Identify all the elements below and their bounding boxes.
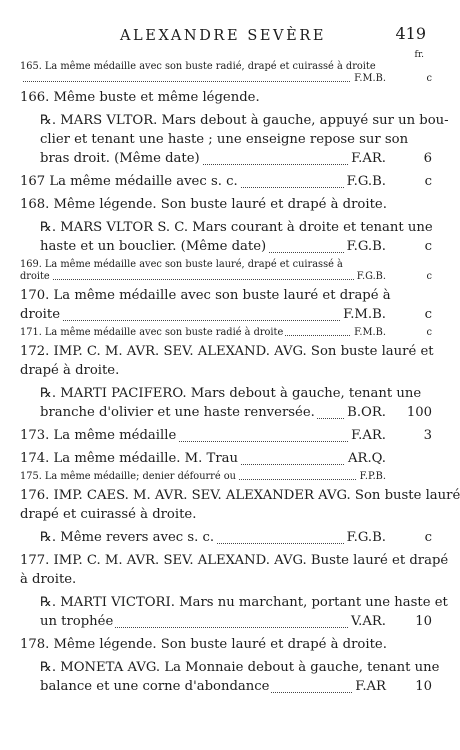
rarity-price: c bbox=[426, 271, 432, 282]
running-title: ALEXANDRE SEVÈRE bbox=[119, 28, 327, 44]
metal-size-code: F.AR. bbox=[348, 149, 386, 168]
page-number: 419 bbox=[395, 24, 426, 43]
entry-text-line: ℞. MONETA AVG. La Monnaie debout à gauche, tenant une bbox=[40, 660, 440, 675]
entry-final-line bbox=[40, 237, 432, 256]
entry-final-line bbox=[20, 449, 386, 468]
entry-text: droite bbox=[20, 271, 50, 282]
entry-final-line bbox=[20, 305, 432, 324]
rarity-price: c bbox=[424, 530, 432, 545]
entry-text-line: ℞. MARS VLTOR S. C. Mars courant à droite et tenant une bbox=[40, 220, 433, 235]
entry-text: un trophée bbox=[40, 614, 114, 629]
catalog-entry bbox=[20, 258, 432, 284]
rarity-price: c bbox=[426, 73, 432, 84]
catalog-entry bbox=[20, 340, 434, 382]
rarity-price: c bbox=[424, 174, 432, 189]
entry-text-line: à droite. bbox=[20, 572, 77, 587]
catalog-entry bbox=[20, 60, 432, 86]
entry-text-line: clier et tenant une haste ; une enseigne repose sur son bbox=[40, 132, 409, 147]
metal-size-code: F.G.B. bbox=[344, 528, 386, 547]
entry-final-line bbox=[40, 149, 432, 168]
dot-leader bbox=[20, 279, 386, 280]
entry-text-line: 172. IMP. C. M. AVR. SEV. ALEXAND. AVG. Son buste lauré et bbox=[20, 344, 434, 359]
metal-size-code: F.M.B. bbox=[340, 305, 386, 324]
catalog-entry bbox=[40, 382, 432, 424]
catalog-entry bbox=[40, 591, 448, 633]
entry-text-line: ℞. MARS VLTOR. Mars debout à gauche, appuyé sur un bou- bbox=[40, 113, 449, 128]
entry-text-line: ℞. MARTI PACIFERO. Mars debout à gauche, tenant une bbox=[40, 386, 422, 401]
catalog-entry bbox=[20, 447, 386, 470]
entry-final-line bbox=[20, 471, 386, 483]
entry-text-line: 165. La même médaille avec son buste radié, drapé et cuirassé à droite bbox=[20, 61, 376, 72]
entry-text: bras droit. (Même date) bbox=[40, 151, 200, 166]
entry-text-line: ℞. MARTI VICTORI. Mars nu marchant, portant une haste et bbox=[40, 595, 448, 610]
catalog-entry bbox=[20, 470, 386, 484]
entry-final-line bbox=[20, 172, 432, 191]
entry-text: balance et une corne d'abondance bbox=[40, 679, 270, 694]
entry-final-line bbox=[40, 403, 432, 422]
rarity-price: c bbox=[426, 327, 432, 338]
metal-size-code: F.AR bbox=[352, 677, 386, 696]
metal-size-code: F.G.B. bbox=[354, 271, 386, 283]
catalog-entry bbox=[40, 656, 440, 698]
catalog-entry bbox=[20, 86, 386, 109]
entry-text: 174. La même médaille. M. Trau bbox=[20, 451, 238, 466]
catalog-entries bbox=[0, 60, 460, 698]
entry-final-line bbox=[40, 528, 432, 547]
catalog-entry bbox=[40, 216, 433, 258]
metal-size-code: F.M.B. bbox=[351, 327, 386, 339]
price-column-label: fr. bbox=[414, 50, 424, 60]
metal-size-code: F.M.B. bbox=[351, 73, 386, 85]
entry-text: branche d'olivier et une haste renversée. bbox=[40, 405, 315, 420]
metal-size-code: F.AR. bbox=[348, 426, 386, 445]
rarity-price: 3 bbox=[423, 428, 432, 443]
entry-final-line bbox=[20, 426, 432, 445]
catalog-entry bbox=[40, 109, 449, 170]
entry-text-line: 178. Même légende. Son buste lauré et drapé à droite. bbox=[20, 637, 387, 652]
metal-size-code: F.P.B. bbox=[357, 471, 386, 483]
catalog-entry bbox=[20, 284, 432, 326]
entry-text: 173. La même médaille bbox=[20, 428, 177, 443]
catalog-entry bbox=[20, 193, 386, 216]
entry-text-line: drapé et cuirassé à droite. bbox=[20, 507, 197, 522]
entry-text: 167 La même médaille avec s. c. bbox=[20, 174, 238, 189]
entry-text-line: 169. La même médaille avec son buste lauré, drapé et cuirassé à bbox=[20, 259, 343, 270]
entry-text: 171. La même médaille avec son buste radié à droite bbox=[20, 327, 284, 338]
catalog-entry bbox=[40, 526, 432, 549]
metal-size-code: F.G.B. bbox=[344, 237, 386, 256]
metal-size-code: B.OR. bbox=[344, 403, 386, 422]
rarity-price: 100 bbox=[406, 405, 432, 420]
rarity-price: c bbox=[424, 239, 432, 254]
rarity-price: 6 bbox=[423, 151, 432, 166]
entry-final-line bbox=[40, 677, 432, 696]
dot-leader bbox=[20, 320, 386, 321]
catalog-entry bbox=[20, 424, 432, 447]
metal-size-code: V.AR. bbox=[348, 612, 386, 631]
entry-text: ℞. Même revers avec s. c. bbox=[40, 530, 215, 545]
page-header bbox=[0, 20, 446, 60]
catalog-entry bbox=[20, 326, 432, 340]
catalog-entry bbox=[20, 549, 449, 591]
entry-text-line: 176. IMP. CAES. M. AVR. SEV. ALEXANDER AVG. Son buste lauré bbox=[20, 488, 460, 503]
rarity-price: 10 bbox=[415, 614, 432, 629]
entry-final-line bbox=[20, 327, 432, 339]
entry-text-line: drapé à droite. bbox=[20, 363, 120, 378]
dot-leader bbox=[20, 81, 386, 82]
entry-final-line bbox=[20, 271, 432, 283]
rarity-price: 10 bbox=[415, 679, 432, 694]
entry-text-line: 166. Même buste et même légende. bbox=[20, 90, 260, 105]
catalog-entry bbox=[20, 484, 460, 526]
entry-text-line: 168. Même légende. Son buste lauré et drapé à droite. bbox=[20, 197, 387, 212]
metal-size-code: AR.Q. bbox=[345, 449, 386, 468]
entry-text: 175. La même médaille; denier défourré ou bbox=[20, 471, 236, 482]
entry-text: haste et un bouclier. (Même date) bbox=[40, 239, 267, 254]
catalog-entry bbox=[20, 633, 386, 656]
entry-final-line bbox=[20, 73, 432, 85]
entry-text-line: 177. IMP. C. M. AVR. SEV. ALEXAND. AVG. Buste lauré et drapé bbox=[20, 553, 449, 568]
entry-final-line bbox=[40, 612, 432, 631]
entry-text-line: 170. La même médaille avec son buste lauré et drapé à bbox=[20, 288, 391, 303]
entry-text bbox=[20, 73, 22, 84]
catalog-entry bbox=[20, 170, 432, 193]
entry-text: droite bbox=[20, 307, 61, 322]
metal-size-code: F.G.B. bbox=[344, 172, 386, 191]
rarity-price: c bbox=[424, 307, 432, 322]
